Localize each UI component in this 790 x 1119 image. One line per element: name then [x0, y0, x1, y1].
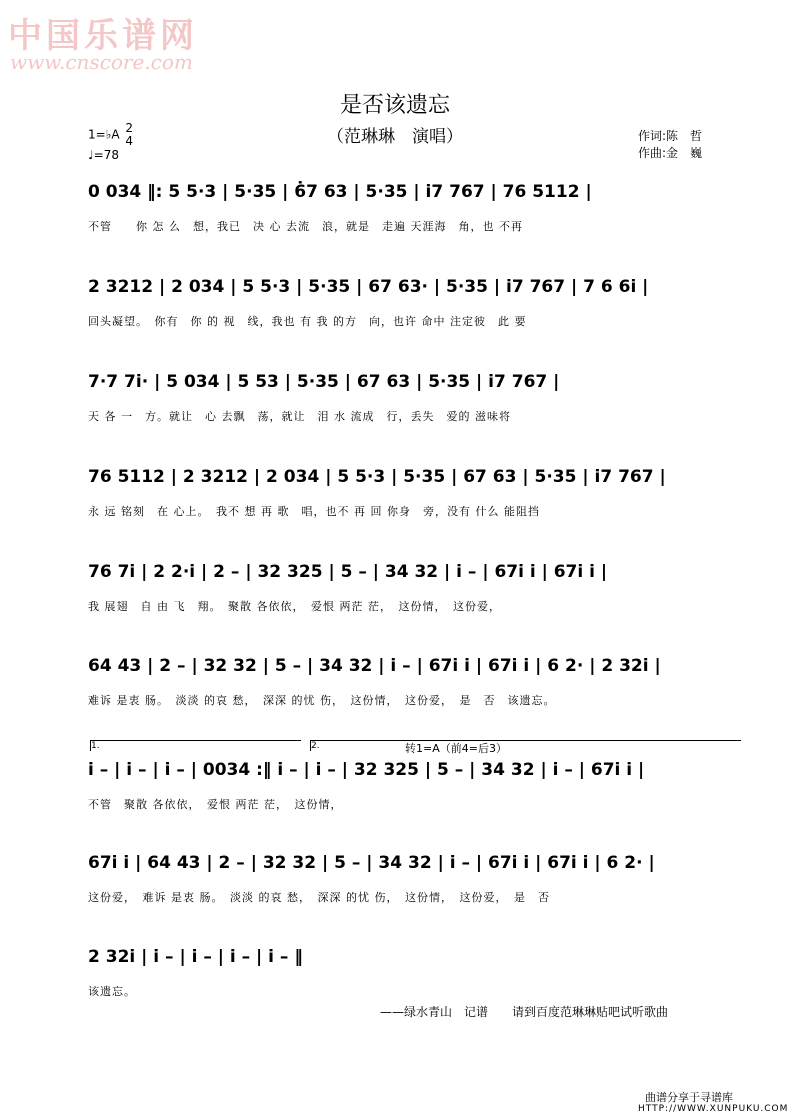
composer: 作曲:金 巍 — [638, 146, 703, 160]
song-title: 是否该遗忘 — [339, 93, 450, 118]
footer-share: 曲谱分享于寻谱库 — [645, 1091, 733, 1104]
system-lyrics: 难诉 是衷 肠。 淡淡 的哀 愁， 深深 的忧 伤， 这份情， 这份爱， 是 否 该遗忘。 — [88, 694, 556, 707]
volta-2-bracket — [310, 740, 741, 751]
time-bottom: 4 — [125, 134, 134, 148]
time-signature — [125, 122, 133, 148]
system-lyrics: 回头凝望。 你有 你 的 视 线，我也 有 我 的方 向，也许 命中 注定彼 此 要 — [88, 315, 527, 328]
system-lyrics: 天 各 一 方。就让 心 去飘 荡，就让 泪 水 流成 行，丢失 爱的 滋味将 — [88, 410, 511, 423]
system-notes: 2 3212 | 2 034 | 5 5·3 | 5·35 | 67 63· | 5·35 | i7 767 | 7 6 6i | — [88, 277, 649, 297]
system-notes: i – | i – | i – | 0034 :‖ i – | i – | 32 325 | 5 – | 34 32 | i – | 67i i | — [88, 760, 645, 780]
volta-2-label: 2. — [311, 741, 320, 751]
footer-url: HTTP://WWW.XUNPUKU.COM — [638, 1104, 789, 1114]
modulation-mark: 转1=A（前4=后3） — [405, 742, 507, 755]
lyricist: 作词:陈 哲 — [638, 129, 703, 143]
watermark-url: www.cnscore.com — [10, 50, 193, 74]
system-notes: 76 7i | 2 2·i | 2 – | 32 325 | 5 – | 34 32 | i – | 67i i | 67i i | — [88, 562, 608, 582]
volta-1-bracket — [90, 740, 301, 751]
system-notes: 76 5112 | 2 3212 | 2 034 | 5 5·3 | 5·35 | 67 63 | 5·35 | i7 767 | — [88, 467, 666, 487]
credits — [638, 128, 702, 162]
system-lyrics: 这份爱， 难诉 是衷 肠。 淡淡 的哀 愁， 深深 的忧 伤， 这份情， 这份爱， 是 否 — [88, 891, 550, 904]
system-notes: 64 43 | 2 – | 32 32 | 5 – | 34 32 | i – | 67i i | 67i i | 6 2· | 2 32i | — [88, 656, 661, 676]
system-lyrics: 我 展翅 自 由 飞 翔。 聚散 各依依， 爱恨 两茫 茫， 这份情， 这份爱， — [88, 600, 501, 613]
notation-credit: ——绿水青山 记谱 请到百度范琳琳贴吧试听歌曲 — [380, 1005, 669, 1019]
system-notes: 67i i | 64 43 | 2 – | 32 32 | 5 – | 34 32 | i – | 67i i | 67i i | 6 2· | — [88, 853, 655, 873]
time-top: 2 — [125, 121, 134, 135]
system-lyrics: 该遗忘。 — [88, 985, 136, 998]
tempo-mark: ♩=78 — [88, 148, 119, 162]
watermark-logo: 中国乐谱网 — [8, 16, 198, 56]
system-lyrics: 永 远 铭刻 在 心上。 我不 想 再 歌 唱，也不 再 回 你身 旁，没有 什么 能阻挡 — [88, 505, 540, 518]
system-notes: 0 034 ‖: 5 5·3 | 5·35 | 6̇7 63 | 5·35 | i7 767 | 76 5112 | — [88, 182, 592, 202]
system-lyrics: 不管 聚散 各依依， 爱恨 两茫 茫， 这份情， — [88, 798, 343, 811]
system-notes: 7·7 7i· | 5 034 | 5 53 | 5·35 | 67 63 | 5·35 | i7 767 | — [88, 372, 560, 392]
key-label: 1=♭A — [88, 127, 120, 142]
system-notes: 2 32i | i – | i – | i – | i – ‖ — [88, 947, 303, 967]
system-lyrics: 不管 你 怎 么 想，我已 决 心 去流 浪，就是 走遍 天涯海 角，也 不再 — [88, 220, 523, 233]
song-subtitle: （范琳琳 演唱） — [327, 127, 463, 147]
volta-1-label: 1. — [91, 741, 100, 751]
key-signature — [88, 122, 133, 148]
